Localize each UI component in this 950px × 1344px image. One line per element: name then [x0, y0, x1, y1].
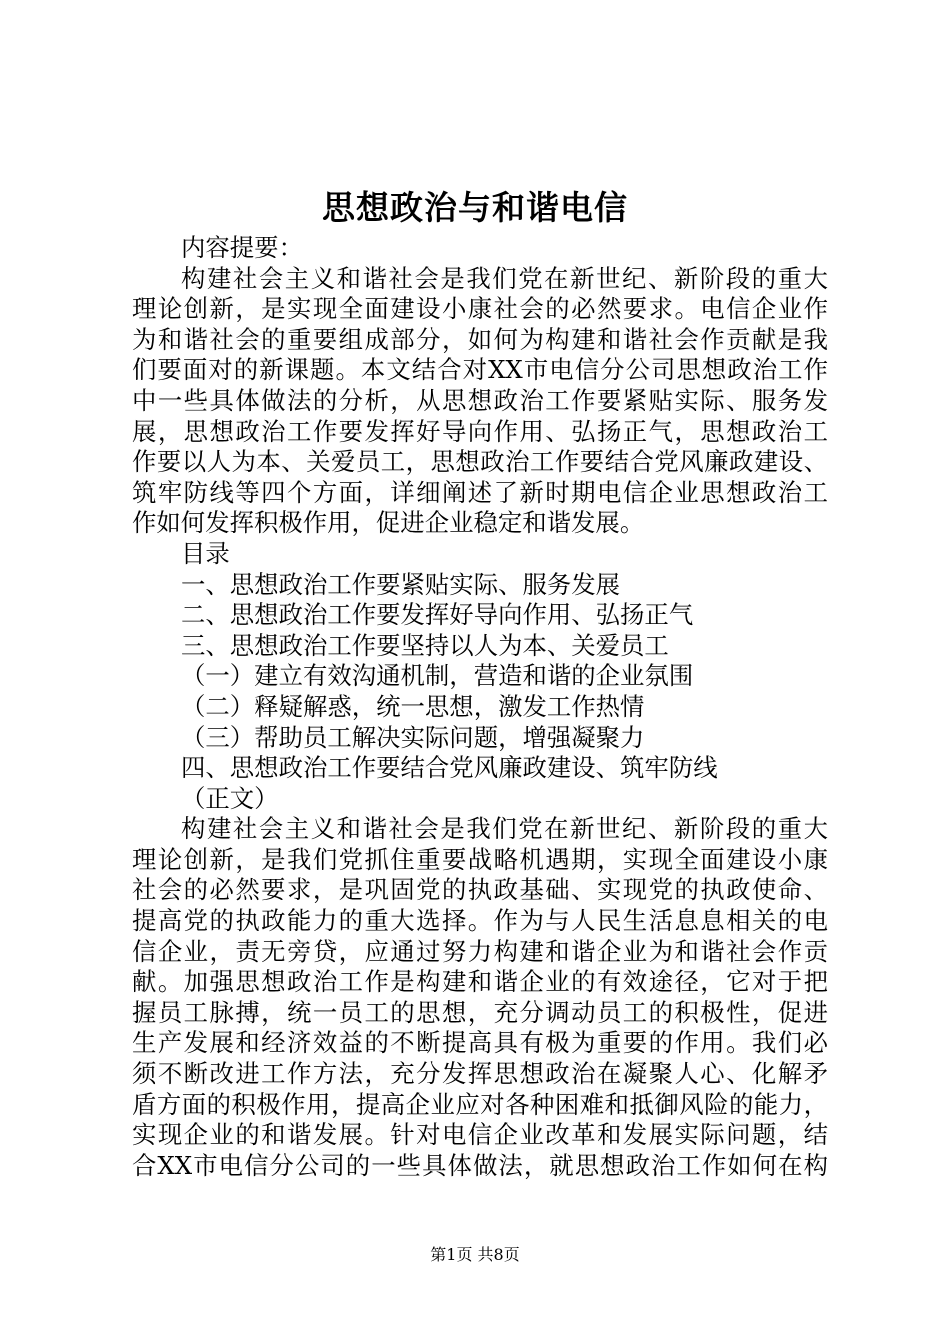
text-line: 目录 — [181, 538, 230, 568]
document-title: 思想政治与和谐电信 — [322, 188, 628, 227]
text-line: （二）释疑解惑，统一思想，激发工作热情 — [181, 691, 645, 721]
text-line: 提高党的执政能力的重大选择。作为与人民生活息息相关的电 — [132, 906, 828, 936]
text-line: 二、思想政治工作要发挥好导向作用、弘扬正气 — [181, 600, 694, 630]
text-line: 作要以人为本、关爱员工，思想政治工作要结合党风廉政建设、 — [132, 447, 828, 477]
text-line: 合XX市电信分公司的一些具体做法，就思想政治工作如何在构 — [132, 1150, 828, 1180]
text-line: 们要面对的新课题。本文结合对XX市电信分公司思想政治工作 — [132, 355, 828, 385]
text-line: 理论创新，是实现全面建设小康社会的必然要求。电信企业作 — [132, 294, 828, 324]
text-line: 社会的必然要求，是巩固党的执政基础、实现党的执政使命、 — [132, 875, 828, 905]
text-line: 作如何发挥积极作用，促进企业稳定和谐发展。 — [132, 508, 645, 538]
text-line: 盾方面的积极作用，提高企业应对各种困难和抵御风险的能力， — [132, 1089, 828, 1119]
text-line: 握员工脉搏，统一员工的思想，充分调动员工的积极性，促进 — [132, 997, 828, 1027]
text-line: 四、思想政治工作要结合党风廉政建设、筑牢防线 — [181, 753, 718, 783]
text-line: 献。加强思想政治工作是构建和谐企业的有效途径，它对于把 — [132, 967, 828, 997]
text-line: 生产发展和经济效益的不断提高具有极为重要的作用。我们必 — [132, 1028, 828, 1058]
text-line: 信企业，责无旁贷，应通过努力构建和谐企业为和谐社会作贡 — [132, 936, 828, 966]
text-line: 内容提要： — [181, 233, 303, 262]
text-line: 构建社会主义和谐社会是我们党在新世纪、新阶段的重大 — [181, 814, 828, 844]
text-line: 筑牢防线等四个方面，详细阐述了新时期电信企业思想政治工 — [132, 477, 828, 507]
text-line: 须不断改进工作方法，充分发挥思想政治在凝聚人心、化解矛 — [132, 1059, 828, 1089]
text-line: 理论创新，是我们党抓住重要战略机遇期，实现全面建设小康 — [132, 844, 828, 874]
document-body — [132, 233, 828, 1181]
text-line: 一、思想政治工作要紧贴实际、服务发展 — [181, 569, 621, 599]
text-line: 三、思想政治工作要坚持以人为本、关爱员工 — [181, 630, 669, 660]
text-line: 展，思想政治工作要发挥好导向作用、弘扬正气，思想政治工 — [132, 416, 828, 446]
text-line: （三）帮助员工解决实际问题，增强凝聚力 — [181, 722, 645, 752]
text-line: 为和谐社会的重要组成部分，如何为构建和谐社会作贡献是我 — [132, 324, 828, 354]
text-line: （正文） — [181, 783, 279, 813]
text-line: 中一些具体做法的分析，从思想政治工作要紧贴实际、服务发 — [132, 385, 828, 415]
page-footer: 第1页 共8页 — [430, 1245, 520, 1264]
text-line: 构建社会主义和谐社会是我们党在新世纪、新阶段的重大 — [181, 263, 828, 293]
text-line: （一）建立有效沟通机制，营造和谐的企业氛围 — [181, 661, 694, 691]
text-line: 实现企业的和谐发展。针对电信企业改革和发展实际问题，结 — [132, 1120, 828, 1150]
